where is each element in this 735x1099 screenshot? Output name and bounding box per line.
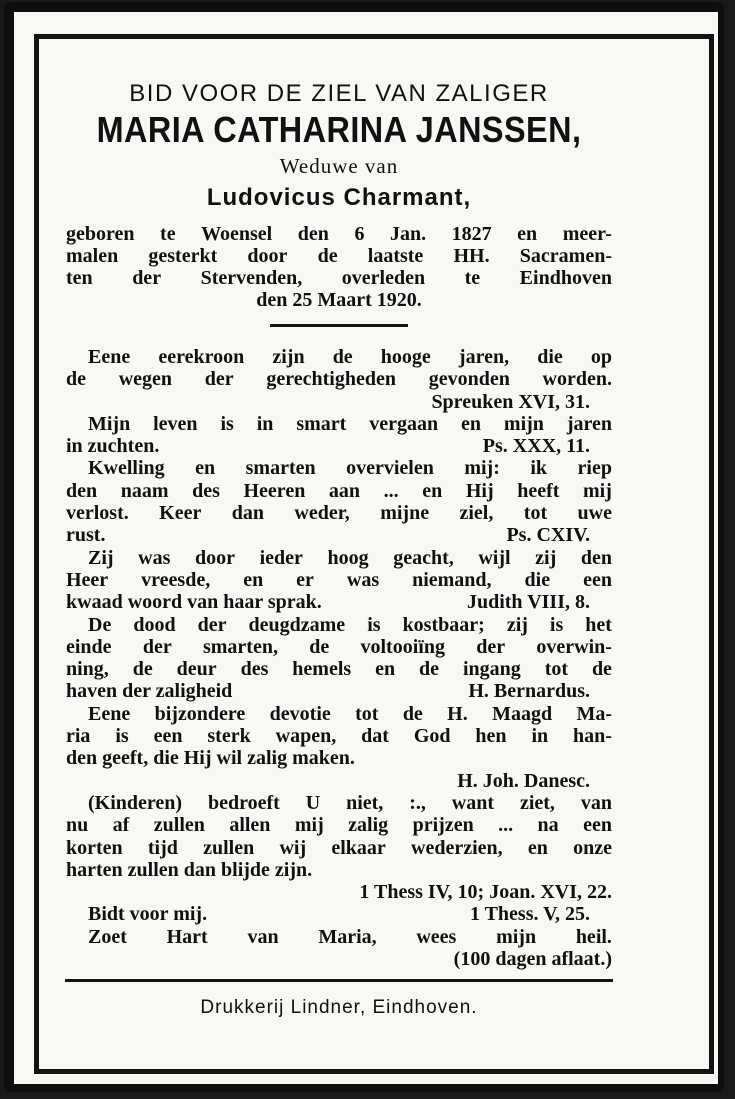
word: han- — [573, 725, 612, 748]
word: overleden — [341, 267, 426, 289]
verse-citation: H. Bernardus. — [468, 680, 590, 703]
word: devotie — [269, 702, 331, 725]
word: des — [192, 479, 220, 502]
word: Zij — [88, 546, 114, 569]
word: vergaan — [369, 412, 439, 435]
word: mij — [294, 814, 324, 837]
word: te — [160, 223, 176, 245]
word: deugdzame — [248, 613, 346, 636]
word: de — [419, 658, 440, 681]
verse-line: 1 Thess IV, 10; Joan. XVI, 22. — [359, 881, 612, 904]
word: HH. — [453, 245, 490, 267]
verse-line — [66, 615, 612, 637]
word: Zoet — [88, 925, 127, 948]
verse-line — [66, 548, 612, 570]
word: geboren — [66, 223, 135, 245]
word: elkaar — [331, 836, 386, 859]
verse-line — [66, 414, 612, 436]
word: einde — [66, 635, 112, 658]
word: vreesde, — [141, 568, 211, 591]
word: bijzondere — [154, 702, 246, 725]
word: wederzien, — [411, 836, 503, 859]
word: de — [132, 658, 153, 681]
word: verlost. — [66, 502, 129, 525]
verse-line — [66, 347, 612, 369]
word: is — [220, 412, 234, 435]
word: Maagd — [492, 702, 553, 725]
word: mij — [583, 479, 612, 502]
word: riep — [577, 457, 612, 480]
word: de — [317, 245, 338, 267]
word: overwin- — [536, 635, 612, 658]
verse-text: kwaad woord van haar sprak. — [66, 591, 322, 614]
verse-line — [66, 659, 612, 681]
verse-line — [66, 815, 612, 837]
word: ten — [66, 267, 93, 289]
word: voltooiïng — [360, 635, 445, 658]
word: na — [537, 814, 559, 837]
word: den — [297, 223, 329, 245]
word: deur — [176, 658, 217, 681]
verse-citation: Ps. CXIV. — [506, 524, 590, 547]
word: Woensel — [201, 223, 273, 245]
husband-name: Ludovicus Charmant, — [206, 184, 472, 211]
word: Kwelling — [88, 457, 165, 480]
word: ning, — [66, 658, 109, 681]
short-divider — [270, 324, 408, 327]
bio-line — [66, 224, 612, 246]
verse-text: haven der zaligheid — [66, 680, 233, 703]
biography — [66, 224, 612, 312]
word: en — [195, 457, 216, 480]
word: bedroeft — [207, 791, 280, 814]
verse-text: rust. — [66, 524, 106, 547]
word: mij: — [464, 457, 500, 480]
word: U — [305, 791, 321, 814]
word: wijl — [478, 546, 511, 569]
verse-citation: 1 Thess. V, 25. — [469, 903, 590, 926]
word: zalig — [348, 814, 389, 837]
word: God — [413, 725, 451, 748]
word: in — [256, 412, 274, 435]
word: heeft — [517, 479, 560, 502]
verse-line: (100 dagen aflaat.) — [453, 948, 612, 971]
word: Hij — [465, 479, 494, 502]
word: prijzen — [412, 814, 474, 837]
word: is — [115, 725, 129, 748]
word: mijn — [496, 925, 537, 948]
verse-line — [66, 927, 612, 949]
word: H. — [447, 702, 468, 725]
word: wees — [416, 925, 457, 948]
word: der — [142, 635, 172, 658]
word: ziel, — [459, 502, 494, 525]
widow-of-label: Weduwe van — [279, 154, 399, 178]
word: hoog — [327, 546, 369, 569]
word: was — [138, 546, 171, 569]
word: de — [66, 368, 86, 391]
verse-citation: Ps. XXX, 11. — [482, 435, 590, 458]
word: niemand, — [412, 568, 492, 591]
word: aan — [328, 479, 361, 502]
word: laatste — [367, 245, 424, 267]
word: en — [527, 836, 548, 859]
memorial-card — [4, 2, 724, 1092]
verse-line — [66, 592, 612, 614]
word: af — [112, 814, 130, 837]
word: ieder — [259, 546, 303, 569]
verse-text: in zuchten. — [66, 435, 160, 458]
word: ik — [530, 457, 548, 480]
verse-line — [66, 481, 612, 503]
verse-line — [66, 838, 612, 860]
word: want — [451, 791, 495, 814]
verse-line — [66, 793, 612, 815]
word: was — [346, 568, 380, 591]
word: Eene — [88, 702, 131, 725]
word: Sacramen- — [519, 245, 612, 267]
word: en — [461, 412, 481, 435]
verse-text: Bidt voor mij. — [88, 903, 208, 926]
word: een — [583, 568, 612, 591]
word: en — [422, 479, 443, 502]
word: wij — [279, 836, 307, 859]
word: Jan. — [389, 223, 427, 245]
word: is — [549, 613, 564, 636]
word: en — [375, 658, 396, 681]
word: den — [580, 546, 612, 569]
word: der — [132, 267, 162, 289]
word: een — [583, 814, 612, 837]
word: malen — [66, 245, 119, 267]
word: dat — [361, 725, 389, 748]
word: mijn — [503, 412, 544, 435]
word: en — [517, 223, 538, 245]
word: de — [309, 635, 330, 658]
word: in — [531, 725, 549, 748]
word: allen — [229, 814, 271, 837]
prayer-header: BID VOOR DE ZIEL VAN ZALIGER — [129, 80, 549, 107]
word: geacht, — [393, 546, 454, 569]
verse-line — [66, 681, 612, 703]
word: overvielen — [346, 457, 434, 480]
word: zij — [506, 613, 528, 636]
word: die — [537, 346, 563, 368]
word: ... — [383, 479, 399, 502]
word: tot — [523, 502, 548, 525]
word: kostbaar; — [402, 613, 485, 636]
word: De — [88, 613, 112, 636]
word: door — [247, 245, 288, 267]
word: en — [243, 568, 264, 591]
word: zijn — [272, 346, 305, 368]
word: Heer — [66, 568, 109, 591]
verse-line — [66, 525, 612, 547]
word: tot — [355, 702, 379, 725]
word: zij — [535, 546, 557, 569]
word: op — [590, 346, 612, 368]
word: heil. — [575, 925, 612, 948]
verse-line — [66, 726, 612, 748]
verse-line — [66, 458, 612, 480]
word: der — [476, 635, 506, 658]
word: jaren, — [458, 346, 510, 368]
word: wapen, — [275, 725, 337, 748]
word: smarten, — [202, 635, 278, 658]
word: te — [464, 267, 481, 289]
word: is — [367, 613, 381, 636]
word: Ma- — [576, 702, 612, 725]
word: ziet, — [519, 791, 555, 814]
word: gevonden — [428, 368, 510, 391]
word: Mijn — [88, 412, 131, 435]
word: er — [296, 568, 314, 591]
word: tot — [544, 658, 569, 681]
word: jaren — [566, 412, 612, 435]
word: 1827 — [451, 223, 492, 245]
word: (Kinderen) — [88, 791, 183, 814]
word: smarten — [245, 457, 316, 480]
word: der — [204, 368, 234, 391]
verse-line — [66, 369, 612, 391]
verse-line: den geeft, die Hij wil zalig maken. — [66, 747, 355, 770]
card-content — [66, 72, 612, 1017]
word: des — [240, 658, 269, 681]
word: hen — [475, 725, 507, 748]
word: uwe — [577, 502, 612, 525]
word: worden. — [542, 368, 612, 391]
word: zullen — [153, 814, 205, 837]
word: onze — [573, 836, 612, 859]
word: naam — [120, 479, 169, 502]
bio-line — [66, 246, 612, 268]
word: Eene — [88, 346, 131, 368]
word: wegen — [118, 368, 173, 391]
word: gerechtigheden — [266, 368, 396, 391]
bio-line: den 25 Maart 1920. — [256, 289, 422, 311]
word: een — [153, 725, 183, 748]
word: Eindhoven — [519, 267, 612, 289]
verse-citation: Judith VIII, 8. — [466, 591, 590, 614]
word: ingang — [462, 658, 521, 681]
verse-citation: Spreuken XVI, 31. — [431, 390, 590, 413]
word: Keer — [159, 502, 202, 525]
verse-line: harten zullen dan blijde zijn. — [66, 858, 313, 881]
verse-line — [66, 637, 612, 659]
word: 6 — [354, 223, 365, 245]
deceased-name: MARIA CATHARINA JANSSEN, — [96, 109, 582, 150]
verse-line — [66, 904, 612, 926]
printer-credit: Drukkerij Lindner, Eindhoven. — [200, 997, 478, 1019]
word: de — [332, 346, 353, 368]
verse-line — [66, 704, 612, 726]
word: Hart — [166, 925, 208, 948]
word: tijd — [147, 836, 178, 859]
word: zullen — [203, 836, 255, 859]
bio-line — [66, 268, 612, 290]
word: van — [580, 791, 612, 814]
word: eerekroon — [158, 346, 245, 368]
word: ... — [498, 814, 514, 837]
word: mijne — [380, 502, 430, 525]
verse-line — [66, 503, 612, 525]
word: het — [585, 613, 612, 636]
word: de — [402, 702, 423, 725]
verses-block — [66, 347, 612, 971]
word: korten — [66, 836, 123, 859]
word: meer- — [562, 223, 612, 245]
word: Maria, — [318, 925, 377, 948]
word: die — [524, 568, 551, 591]
verse-citation: H. Joh. Danesc. — [457, 769, 590, 792]
word: hemels — [292, 658, 352, 681]
word: de — [591, 658, 612, 681]
word: Stervenden, — [200, 267, 303, 289]
word: ria — [66, 725, 91, 748]
bottom-divider — [65, 979, 613, 982]
word: door — [194, 546, 235, 569]
word: smart — [296, 412, 347, 435]
verse-line — [66, 436, 612, 458]
verse-line — [66, 570, 612, 592]
word: van — [247, 925, 279, 948]
word: dan — [231, 502, 265, 525]
word: hooge — [380, 346, 431, 368]
word: leven — [153, 412, 198, 435]
word: der — [197, 613, 227, 636]
word: den — [66, 479, 98, 502]
word: :., — [409, 791, 426, 814]
word: Heeren — [243, 479, 306, 502]
word: weder, — [294, 502, 350, 525]
word: gesterkt — [148, 245, 218, 267]
word: niet, — [346, 791, 384, 814]
word: nu — [66, 814, 89, 837]
word: dood — [133, 613, 176, 636]
word: sterk — [207, 725, 251, 748]
